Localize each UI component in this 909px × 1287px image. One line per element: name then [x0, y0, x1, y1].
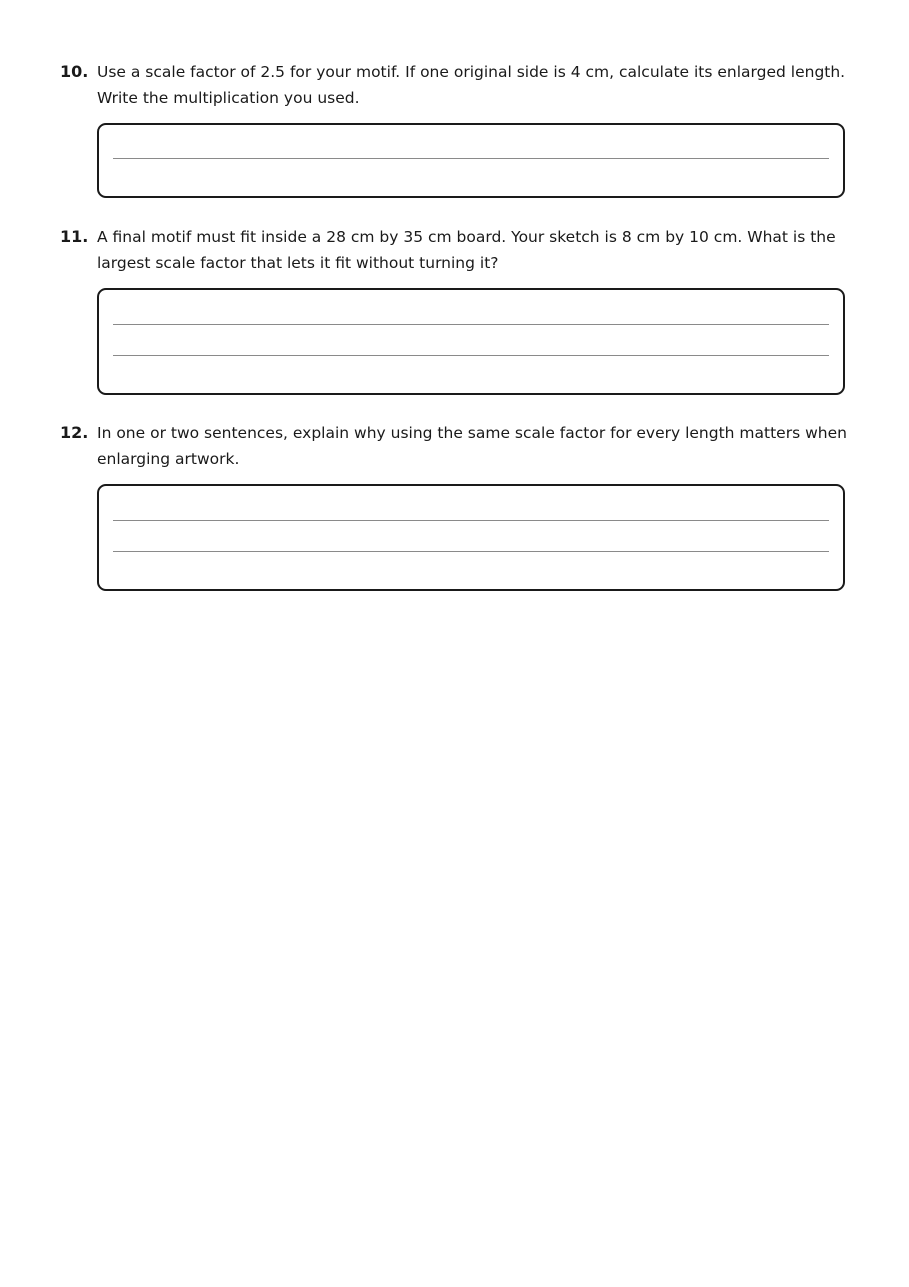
answer-line[interactable]: [113, 355, 829, 356]
question-10: [60, 59, 850, 199]
question-number: 10.: [60, 62, 89, 81]
question-text: In one or two sentences, explain why using the same scale factor for every length matters when enlarging artwork.: [97, 424, 847, 468]
answer-box[interactable]: [97, 484, 845, 591]
question-number: 11.: [60, 227, 89, 246]
question-number: 12.: [60, 423, 89, 442]
answer-line[interactable]: [113, 158, 829, 159]
question-text: A final motif must fit inside a 28 cm by 35 cm board. Your sketch is 8 cm by 10 cm. What is the largest scale factor that lets it fit without turning it?: [97, 228, 836, 272]
answer-box[interactable]: [97, 288, 845, 395]
question-text: Use a scale factor of 2.5 for your motif. If one original side is 4 cm, calculate its enlarged length. Write the multiplication you used.: [97, 63, 846, 107]
answer-line[interactable]: [113, 551, 829, 552]
answer-box[interactable]: [97, 123, 845, 198]
question-header: [60, 420, 850, 472]
question-12: [60, 420, 850, 592]
question-11: [60, 224, 850, 396]
answer-line[interactable]: [113, 324, 829, 325]
question-header: [60, 59, 850, 111]
question-header: [60, 224, 850, 276]
answer-line[interactable]: [113, 520, 829, 521]
